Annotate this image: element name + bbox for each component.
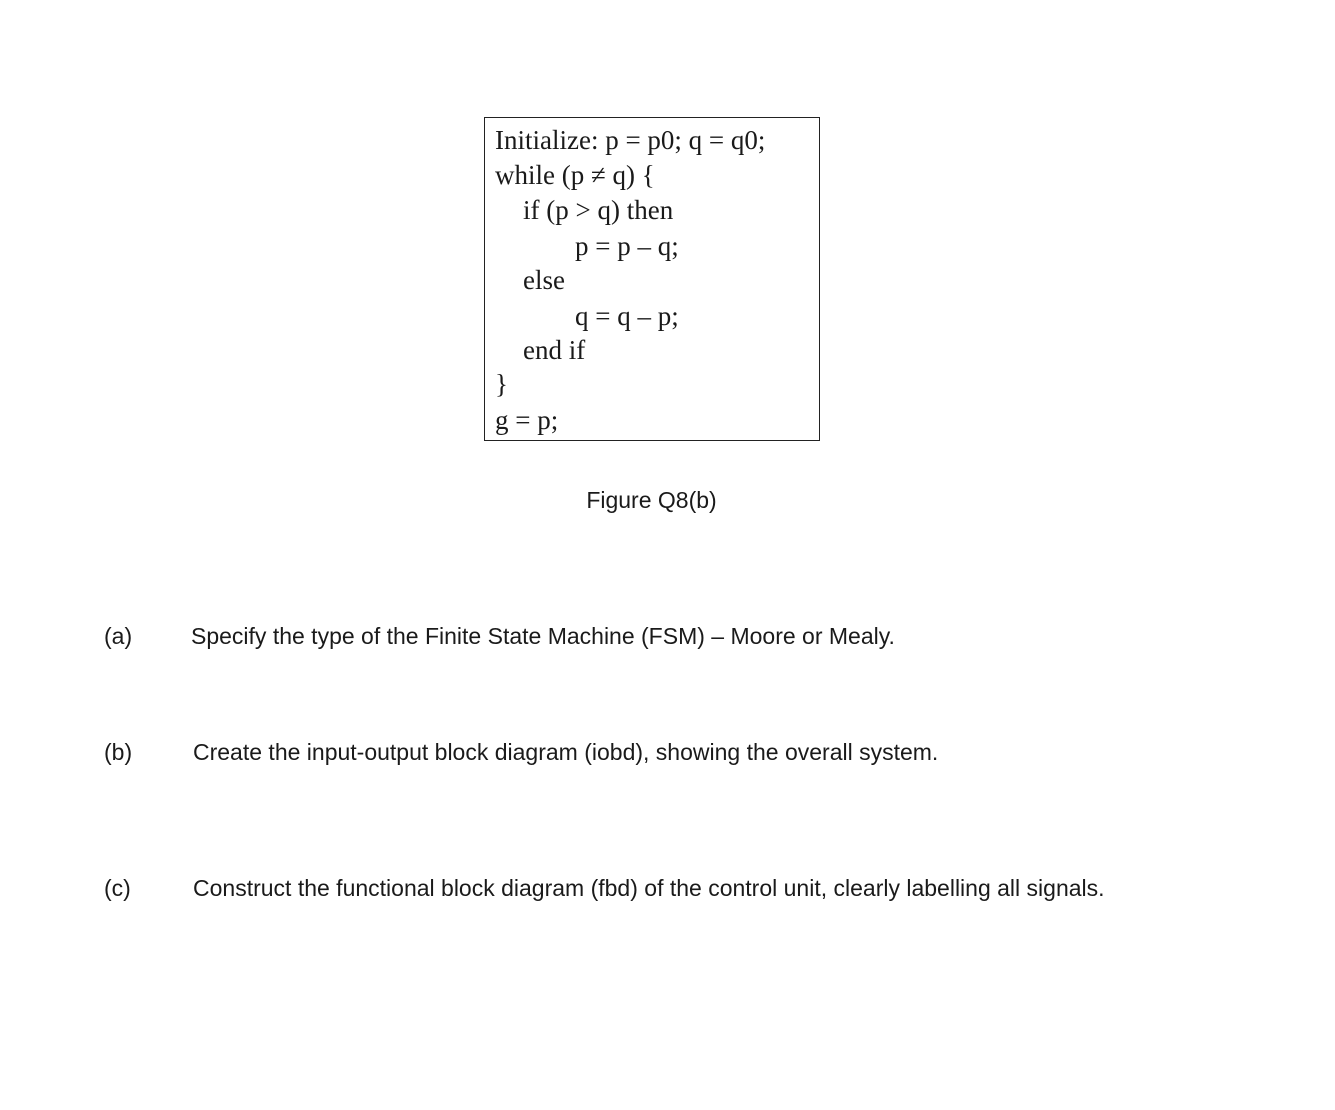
question-c-label: (c) (104, 875, 131, 901)
code-line-else: else (523, 265, 565, 295)
figure-caption: Figure Q8(b) (586, 487, 717, 513)
code-line-p-assign: p = p – q; (575, 231, 679, 261)
question-a-label: (a) (104, 623, 133, 649)
question-c-text: Construct the functional block diagram (fbd) of the control unit, clearly labelling all signals. (193, 875, 1105, 901)
code-line-close-brace: } (495, 369, 508, 399)
code-line-initialize: Initialize: p = p0; q = q0; (495, 125, 766, 155)
question-a-text: Specify the type of the Finite State Machine (FSM) – Moore or Mealy. (191, 623, 895, 649)
question-b-text: Create the input-output block diagram (iobd), showing the overall system. (193, 739, 939, 765)
code-line-g-assign: g = p; (495, 405, 559, 435)
question-b-label: (b) (104, 739, 133, 765)
code-line-while: while (p ≠ q) { (495, 160, 655, 190)
code-line-end-if: end if (523, 335, 586, 365)
pseudocode-box (484, 117, 820, 441)
code-line-q-assign: q = q – p; (575, 301, 679, 331)
code-line-if: if (p > q) then (523, 195, 674, 225)
